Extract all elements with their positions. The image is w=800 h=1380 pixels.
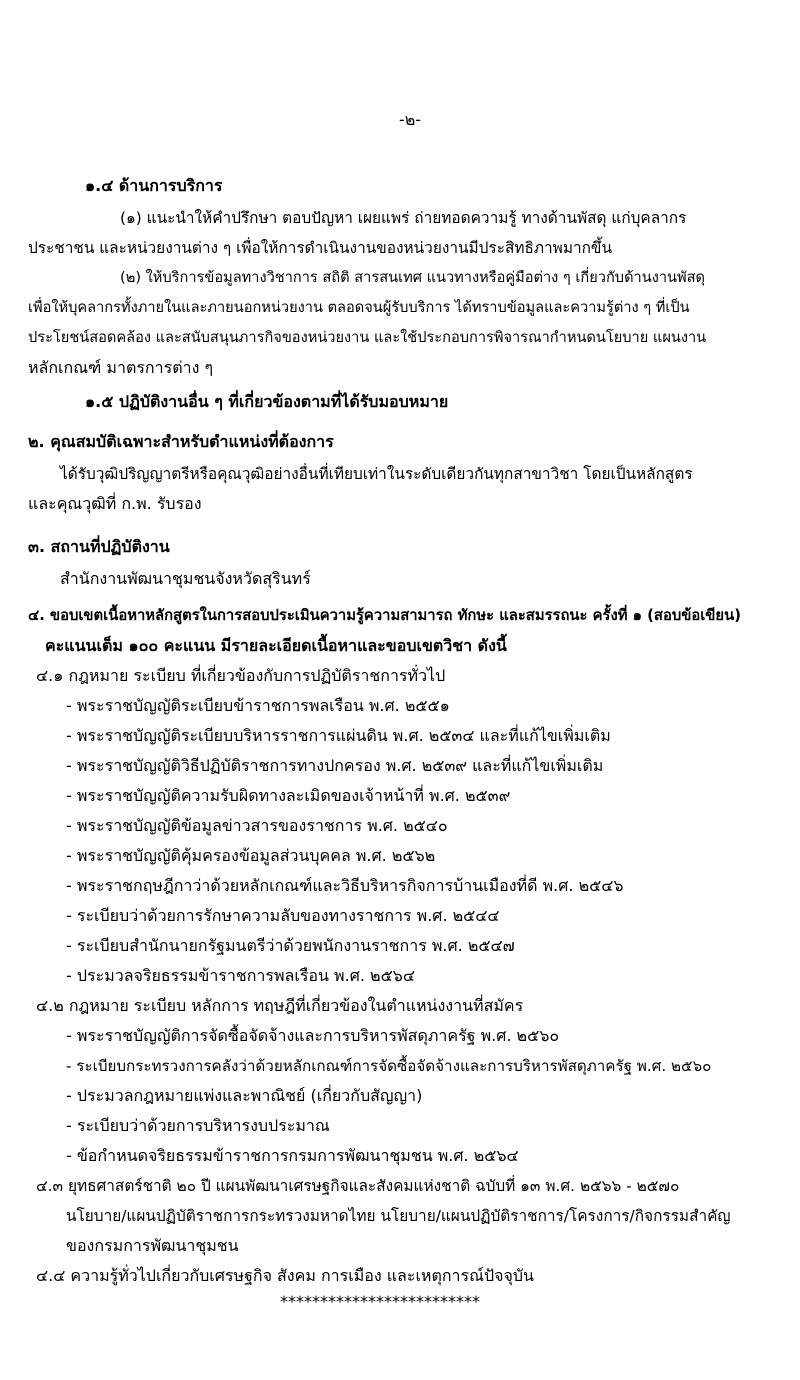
section-4-heading: ๔. ขอบเขตเนื้อหาหลักสูตรในการสอบประเมินความรู้ความสามารถ ทักษะ และสมรรถนะ ครั้งที่ ๑ (สอบข้อเขียน) <box>28 607 741 624</box>
section-4-heading: คะแนนเต็ม ๑๐๐ คะแนน มีรายละเอียดเนื้อหาและขอบเขตวิชา ดังนี้ <box>45 636 507 655</box>
subsection-4-3-line: ของกรมการพัฒนาชุมชน <box>66 1236 239 1255</box>
list-item: - พระราชบัญญัติการจัดซื้อจัดจ้างและการบริหารพัสดุภาครัฐ พ.ศ. ๒๕๖๐ <box>66 1026 560 1045</box>
subsection-4-2-heading: ๔.๒ กฎหมาย ระเบียบ หลักการ ทฤษฎีที่เกี่ยวข้องในตำแหน่งงานที่สมัคร <box>36 996 524 1015</box>
paragraph-line: (๑) แนะนำให้คำปรึกษา ตอบปัญหา เผยแพร่ ถ่ายทอดความรู้ ทางด้านพัสดุ แก่บุคลากร <box>120 209 687 227</box>
list-item: - พระราชบัญญัติข้อมูลข่าวสารของราชการ พ.ศ. ๒๕๔๐ <box>66 816 448 835</box>
paragraph-line: ได้รับวุฒิปริญญาตรีหรือคุณวุฒิอย่างอื่นที่เทียบเท่าในระดับเดียวกันทุกสาขาวิชา โดยเป็นหลักสูตร <box>60 465 693 483</box>
list-item: - พระราชบัญญัติระเบียบข้าราชการพลเรือน พ.ศ. ๒๕๕๑ <box>66 696 450 715</box>
list-item: - พระราชบัญญัติคุ้มครองข้อมูลส่วนบุคคล พ.ศ. ๒๕๖๒ <box>66 846 436 865</box>
list-item: - ประมวลจริยธรรมข้าราชการพลเรือน พ.ศ. ๒๕๖๔ <box>66 966 415 985</box>
paragraph-line: หลักเกณฑ์ มาตรการต่าง ๆ <box>28 358 214 377</box>
list-item: - ข้อกำหนดจริยธรรมข้าราชการกรมการพัฒนาชุมชน พ.ศ. ๒๕๖๔ <box>66 1146 519 1165</box>
subsection-4-3-line: ๔.๓ ยุทธศาสตร์ชาติ ๒๐ ปี แผนพัฒนาเศรษฐกิจและสังคมแห่งชาติ ฉบับที่ ๑๓ พ.ศ. ๒๕๖๖ - ๒๕๗๐ <box>36 1177 680 1195</box>
paragraph-line: และคุณวุฒิที่ ก.พ. รับรอง <box>28 494 202 513</box>
subsection-4-4-heading: ๔.๔ ความรู้ทั่วไปเกี่ยวกับเศรษฐกิจ สังคม การเมือง และเหตุการณ์ปัจจุบัน <box>36 1266 534 1285</box>
paragraph-line: เพื่อให้บุคลากรทั้งภายในและภายนอกหน่วยงาน ตลอดจนผู้รับบริการ ได้ทราบข้อมูลและความรู้ต่าง ๆ ที่เป็น <box>28 299 690 316</box>
section-3-heading: ๓. สถานที่ปฏิบัติงาน <box>28 537 170 556</box>
paragraph-line: ประชาชน และหน่วยงานต่าง ๆ เพื่อให้การดำเนินงานของหน่วยงานมีประสิทธิภาพมากขึ้น <box>28 239 612 257</box>
list-item: - พระราชกฤษฎีกาว่าด้วยหลักเกณฑ์และวิธีบริหารกิจการบ้านเมืองที่ดี พ.ศ. ๒๕๔๖ <box>66 876 624 895</box>
list-item: - ระเบียบสำนักนายกรัฐมนตรีว่าด้วยพนักงานราชการ พ.ศ. ๒๕๔๗ <box>66 936 515 955</box>
page-number: -๒- <box>398 110 422 129</box>
end-marker: ************************* <box>280 1292 480 1311</box>
subsection-4-3-line: นโยบาย/แผนปฏิบัติราชการกระทรวงมหาดไทย นโยบาย/แผนปฏิบัติราชการ/โครงการ/กิจกรรมสำคัญ <box>66 1207 731 1225</box>
paragraph-line: ประโยชน์สอดคล้อง และสนับสนุนภารกิจของหน่วยงาน และใช้ประกอบการพิจารณากำหนดนโยบาย แผนงาน <box>28 329 707 346</box>
list-item: - ประมวลกฎหมายแพ่งและพาณิชย์ (เกี่ยวกับสัญญา) <box>66 1086 423 1105</box>
list-item: - ระเบียบว่าด้วยการบริหารงบประมาณ <box>66 1116 330 1135</box>
paragraph-line: สำนักงานพัฒนาชุมชนจังหวัดสุรินทร์ <box>60 569 311 588</box>
list-item: - พระราชบัญญัติความรับผิดทางละเมิดของเจ้าหน้าที่ พ.ศ. ๒๕๓๙ <box>66 786 511 805</box>
paragraph-line: (๒) ให้บริการข้อมูลทางวิชาการ สถิติ สารสนเทศ แนวทางหรือคู่มือต่าง ๆ เกี่ยวกับด้านงานพัสดุ <box>120 269 706 286</box>
list-item: - พระราชบัญญัติวิธีปฏิบัติราชการทางปกครอง พ.ศ. ๒๕๓๙ และที่แก้ไขเพิ่มเติม <box>66 756 604 775</box>
subsection-4-1-heading: ๔.๑ กฎหมาย ระเบียบ ที่เกี่ยวข้องกับการปฏิบัติราชการทั่วไป <box>36 666 446 685</box>
section-1-5-heading: ๑.๕ ปฏิบัติงานอื่น ๆ ที่เกี่ยวข้องตามที่ได้รับมอบหมาย <box>85 392 449 411</box>
section-2-heading: ๒. คุณสมบัติเฉพาะสำหรับตำแหน่งที่ต้องการ <box>28 432 334 451</box>
list-item: - พระราชบัญญัติระเบียบบริหารราชการแผ่นดิน พ.ศ. ๒๕๓๔ และที่แก้ไขเพิ่มเติม <box>66 726 611 745</box>
list-item: - ระเบียบกระทรวงการคลังว่าด้วยหลักเกณฑ์การจัดซื้อจัดจ้างและการบริหารพัสดุภาครัฐ พ.ศ. ๒๕๖๐ <box>66 1057 712 1075</box>
list-item: - ระเบียบว่าด้วยการรักษาความลับของทางราชการ พ.ศ. ๒๕๔๔ <box>66 906 500 925</box>
section-1-4-heading: ๑.๔ ด้านการบริการ <box>85 176 223 195</box>
